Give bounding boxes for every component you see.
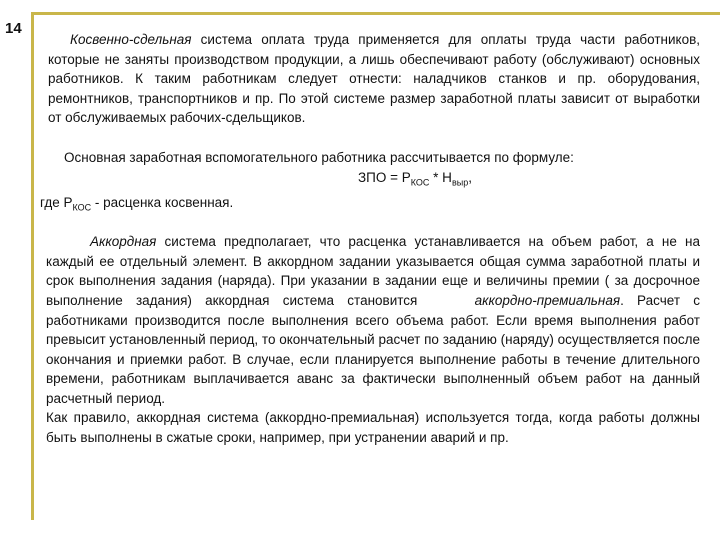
formula-mid: * Н [429,169,452,185]
term-lump-sum-bonus: аккордно-премиальная [474,292,621,308]
slide-number: 14 [5,20,22,37]
paragraph-lump-sum-usage: Как правило, аккордная система (аккордно-премиальная) используется тогда, когда работы должны быть выполнены в сжатые сроки, например, при устранении аварий и пр. [46,410,700,446]
where-text: - расценка косвенная. [91,194,234,210]
formula-left: ЗПО = Р [358,169,411,185]
decorative-vertical-bar [31,12,34,520]
formula-sub-kos: КОС [410,177,430,188]
formula-sub-vyr: выр [451,177,469,188]
term-lump-sum: Аккордная [90,234,157,250]
formula [40,168,700,193]
paragraph-indirect-piecework [40,30,700,128]
formula-end: , [468,169,472,185]
paragraph-indirect-piecework-text: система оплата труда применяется для оплаты труда части работников, которые не заняты производством продукции, а лишь обеспечивают работу (обслуживают) основных работников. К таким работникам следует отнести: наладчиков станков и пр. оборудования, ремонтников, транспортников и пр. По этой системе размер заработной платы зависит от выработки от обслуживаемых рабочих-сдельщиков. [48,32,700,126]
formula-where [40,193,700,218]
paragraph-lump-sum [40,232,700,408]
where-prefix: где Р [40,194,73,210]
where-sub-kos: КОС [72,202,92,213]
paragraph-lump-sum-text-b: . Расчет с работниками производится после выполнения всего объема работ. Если время выполнения работ превысит установленный период, то окончательный расчет по заданию (наряду) осуществляется после окончания и приемки работ. В случае, если планируется выполнение работы в течение длительного времени, работникам выплачивается аванс за фактически выполненный объем работ на данный расчетный период. [46,292,700,406]
formula-block [40,148,700,218]
term-indirect-piecework: Косвенно-сдельная [70,32,192,47]
slide-content [40,30,700,448]
decorative-horizontal-bar [31,12,720,15]
paragraph-lump-sum-text-a: система предполагает, что расценка устанавливается на объем работ, а не на каждый ее отдельный элемент. В аккордном задании указывается общая сумма заработной платы и срок выполнения задания (наряда). При указании в задании еще и величины премии ( за досрочное выполнение задания) аккордная система становится [46,234,700,308]
formula-intro: Основная заработная вспомогательного работника рассчитывается по формуле: [64,149,574,165]
